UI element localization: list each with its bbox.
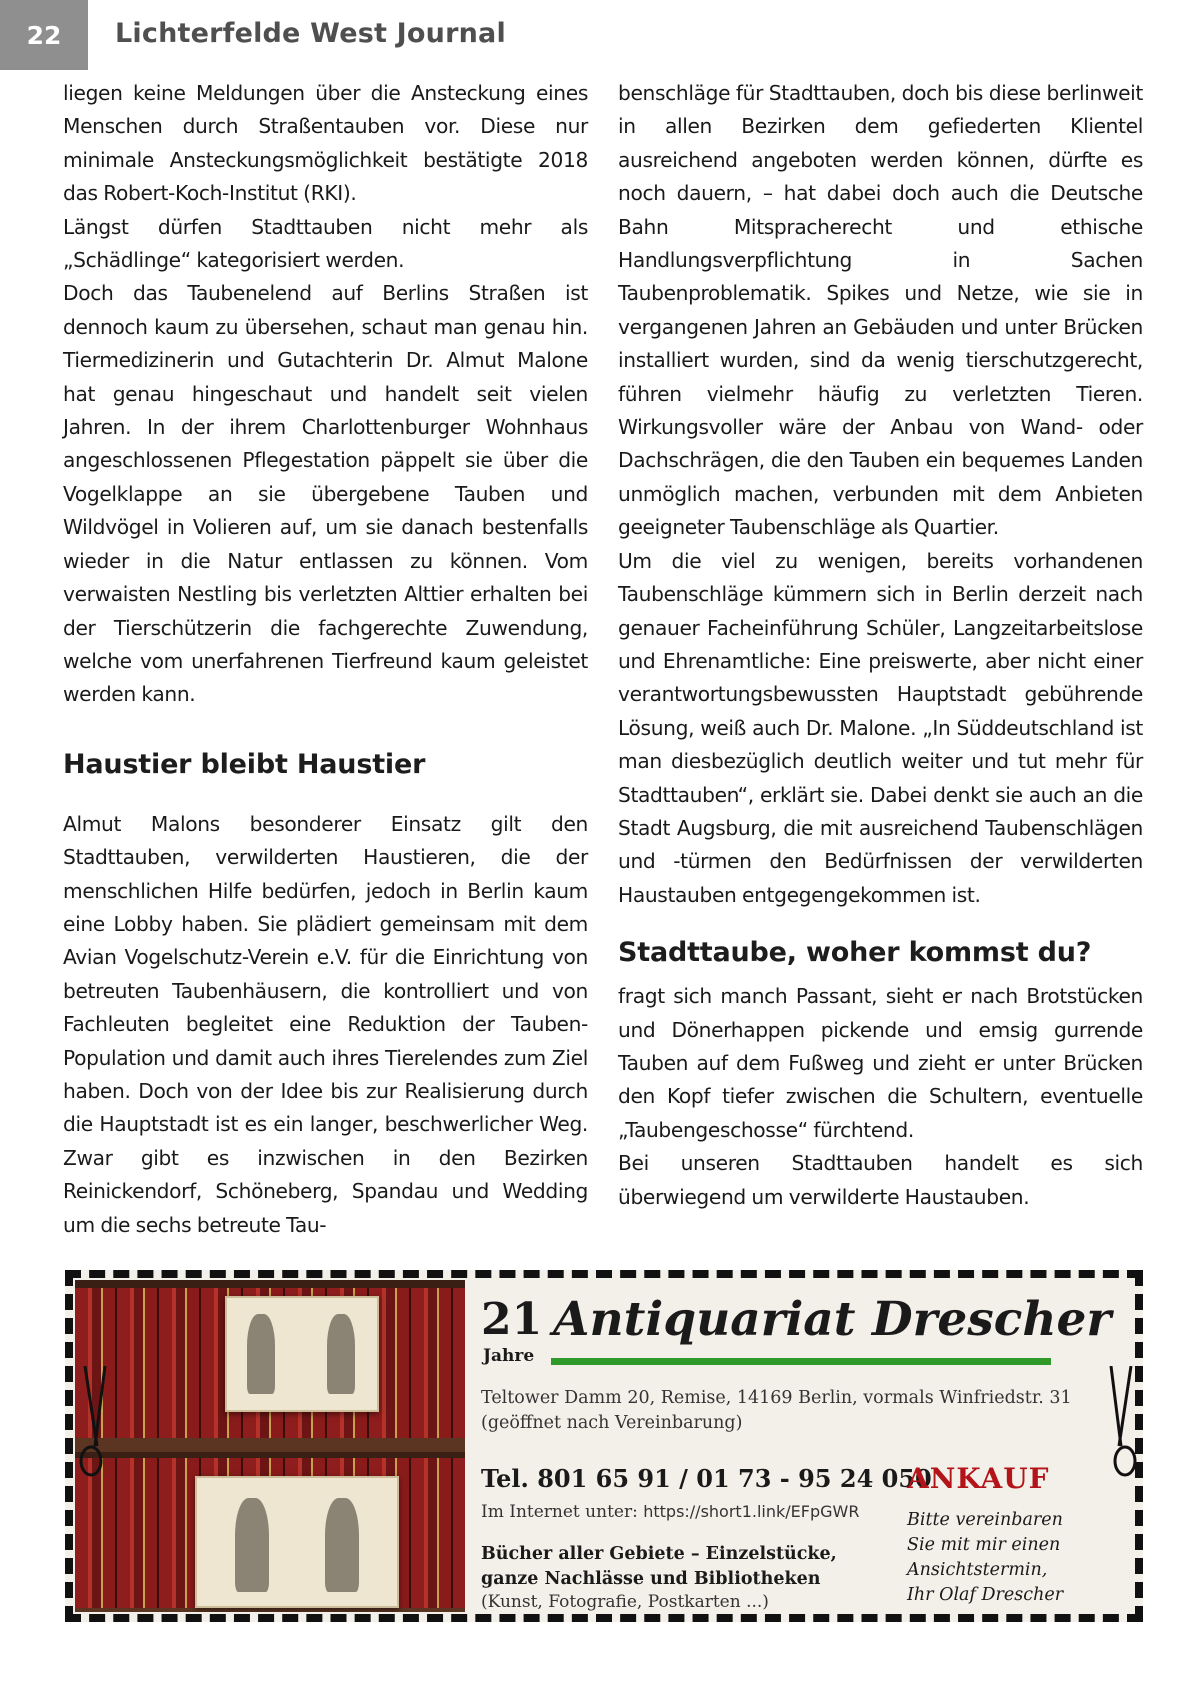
open-book-image xyxy=(225,1296,379,1412)
shelf-board xyxy=(75,1438,465,1452)
paragraph: liegen keine Meldungen über die Ansteckung eines Menschen durch Straßentauben vor. Diese nur minimale Ansteckungsmöglichkeit bestätigte 2018 das Robert-Koch-Institut (RKI). xyxy=(63,81,588,206)
section-heading: Stadttaube, woher kommst du? xyxy=(618,937,1092,969)
section-heading: Haustier bleibt Haustier xyxy=(63,748,426,780)
ad-books-line: Bücher aller Gebiete – Einzelstücke, xyxy=(481,1544,837,1564)
paragraph: Bei unseren Stadttauben handelt es sich überwiegend um verwilderte Haustauben. xyxy=(618,1151,1143,1209)
ad-books-description xyxy=(481,1542,901,1592)
bookshelf-photo xyxy=(75,1280,465,1612)
ad-ankauf-text xyxy=(907,1508,1107,1608)
paragraph: Almut Malons besonderer Einsatz gilt den Stadttauben, verwilderten Haustieren, die der menschlichen Hilfe bedürfen, jedoch in Berlin kaum eine Lobby haben. Sie plädiert gemeinsam mit dem Avian Vogelschutz-Verein e.V. für die Einrichtung von betreuten Taubenhäusern, die kontrolliert und von Fachleuten begleitet eine Reduktion der Tauben-Population und damit auch ihres Tierelendes zum Ziel haben. Doch von der Idee bis zur Realisierung durch die Hauptstadt ist es ein langer, beschwerlicher Weg. Zwar gibt es inzwischen in den Bezirken Reinickendorf, Schöneberg, Spandau und Wedding um die sechs betreute Tau- xyxy=(63,811,588,1237)
paragraph: Doch das Taubenelend auf Berlins Straßen ist dennoch kaum zu übersehen, schaut man genau hin. Tiermedizinerin und Gutachterin Dr. Almut Malone hat genau hingeschaut und handelt seit vielen Jahren. In der ihrem Charlottenburger Wohnhaus angeschlossenen Pflegestation päppelt sie über die Vogelklappe an sie übergebene Tauben und Wildvögel in Volieren auf, um sie danach bestenfalls wieder in die Natur entlassen zu können. Vom verwaisten Nestling bis verletzten Alttier erhalten bei der Tierschützerin die fachgerechte Zuwendung, welche vom unerfahrenen Tierfreund kaum geleistet werden kann. xyxy=(63,281,588,707)
advertisement-antiquariat xyxy=(65,1270,1143,1622)
paragraph: Um die viel zu wenigen, bereits vorhandenen Taubenschläge kümmern sich in Berlin derzeit nach genauer Facheinführung Schüler, Langzeitarbeitslose und Ehrenamtliche: Eine preiswerte, aber nicht einer verantwortungsbewussten Hauptstadt gebührende Lösung, weiß auch Dr. Malone. „In Süddeutschland ist man diesbezüglich deutlich weiter und tut mehr für Stadttauben“, erklärt sie. Dabei denkt sie auch an die Stadt Augsburg, die mit ausreichend Taubenschlägen und -türmen den Bedürfnissen der verwilderten Haustauben entgegengekommen ist. xyxy=(618,548,1143,907)
ad-accent-bar xyxy=(551,1358,1051,1365)
ad-web-label: Im Internet unter: xyxy=(481,1502,638,1522)
paragraph: benschläge für Stadttauben, doch bis diese berlinweit in allen Bezirken dem gefiederten Klientel ausreichend angeboten werden können, dürfte es noch dauern, – hat dabei doch auch die Deutsche Bahn Mitspracherecht und ethische Handlungsverpflichtung in Sachen Taubenproblematik. Spikes und Netze, wie sie in vergangenen Jahren an Gebäuden und unter Brücken installiert wurden, sind da wenig tierschutzgerecht, führen vielmehr häufig zu verletzten Tieren. Wirkungsvoller wäre der Anbau von Wand- oder Dachschrägen, die den Tauben ein bequemes Landen unmöglich machen, verbunden mit dem Anbieten geeigneter Taubenschläge als Quartier. xyxy=(618,81,1143,540)
ad-business-name: Antiquariat Drescher xyxy=(553,1292,1112,1347)
paragraph: Längst dürfen Stadttauben nicht mehr als „Schädlinge“ kategorisiert werden. xyxy=(63,214,588,273)
ad-ankauf-line: Ansichtstermin, xyxy=(907,1560,1048,1580)
open-book-image xyxy=(195,1476,399,1608)
ad-books-subtitle: (Kunst, Fotografie, Postkarten ...) xyxy=(481,1592,769,1612)
article-left-column xyxy=(63,77,588,1242)
ad-content xyxy=(481,1292,1131,1616)
page-number: 22 xyxy=(0,0,88,70)
ad-telephone: Tel. 801 65 91 / 01 73 - 95 24 050 xyxy=(481,1464,932,1493)
ad-years-number: 21 xyxy=(481,1294,543,1345)
ad-ankauf-line: Bitte vereinbaren xyxy=(907,1510,1063,1530)
ad-years-word: Jahre xyxy=(483,1346,535,1366)
ad-ankauf-line: Ihr Olaf Drescher xyxy=(907,1585,1064,1605)
ad-ankauf-title: ANKAUF xyxy=(907,1462,1050,1495)
journal-title: Lichterfelde West Journal xyxy=(115,18,506,49)
page-header xyxy=(0,0,1200,70)
ad-web xyxy=(481,1502,859,1522)
ad-address xyxy=(481,1386,1101,1436)
scissors-icon xyxy=(75,1366,125,1486)
ad-books-line: ganze Nachlässe und Bibliotheken xyxy=(481,1569,821,1589)
ad-ankauf-line: Sie mit mir einen xyxy=(907,1535,1061,1555)
ad-address-line: Teltower Damm 20, Remise, 14169 Berlin, vormals Winfriedstr. 31 xyxy=(481,1388,1072,1408)
article-right-column xyxy=(618,77,1143,1214)
shelf-board xyxy=(75,1608,465,1612)
paragraph: fragt sich manch Passant, sieht er nach Brotstücken und Dönerhappen pickende und emsig gurrende Tauben auf dem Fußweg und zieht er unter Brücken den Kopf tiefer zwischen die Schultern, eventuelle „Taubengeschosse“ fürchtend. xyxy=(618,984,1143,1142)
ad-web-link[interactable]: https://short1.link/EFpGWR xyxy=(643,1502,860,1521)
ad-address-line: (geöffnet nach Vereinbarung) xyxy=(481,1413,743,1433)
